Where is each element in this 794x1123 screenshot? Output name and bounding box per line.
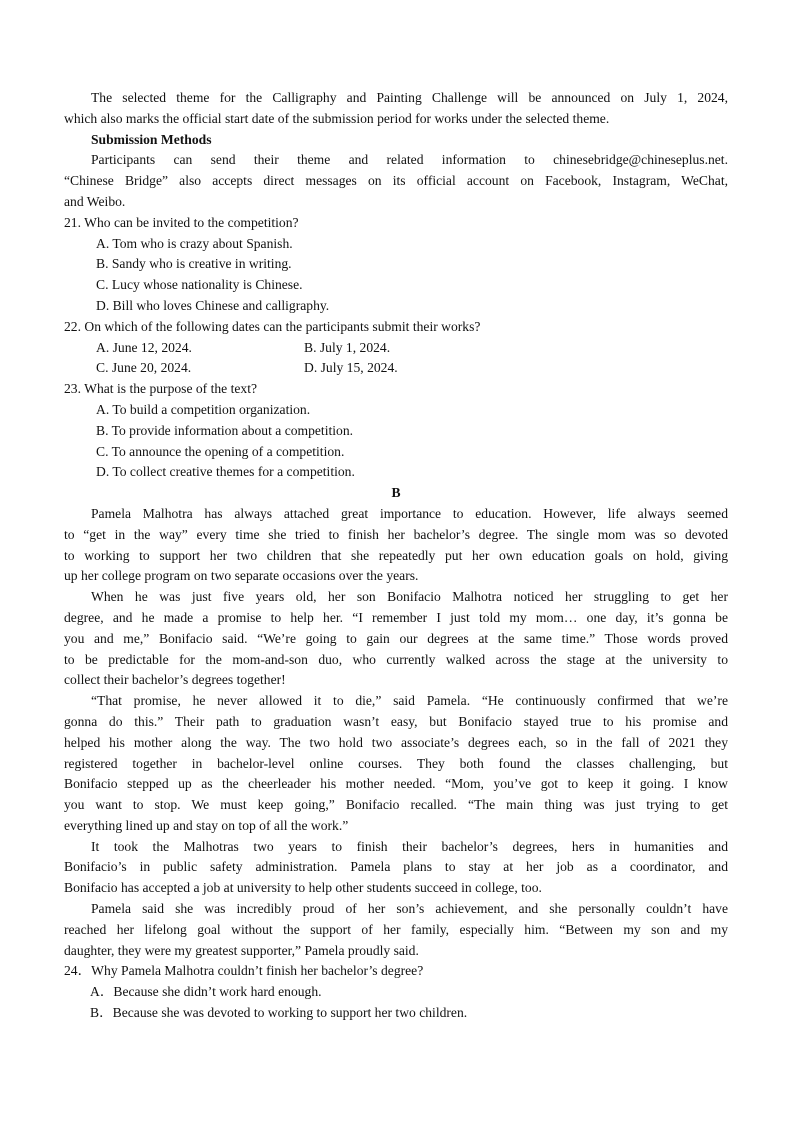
question-stem: 23. What is the purpose of the text? <box>64 381 258 397</box>
option-row <box>64 338 728 359</box>
section-heading: Submission Methods <box>91 131 212 147</box>
passage-b-line: degree, and he made a promise to help her. “I remember I just told my mom… one day, it’s gonna be <box>64 609 728 625</box>
passage-b-line: Pamela Malhotra has always attached great importance to education. However, life always seemed <box>91 505 728 521</box>
passage-b-line: “That promise, he never allowed it to die,” said Pamela. “He continuously confirmed that we’re <box>91 693 728 709</box>
question-stem: 24．Why Pamela Malhotra couldn’t finish her bachelor’s degree? <box>64 963 424 979</box>
passage-a-line: The selected theme for the Calligraphy and Painting Challenge will be announced on July 1, 2024, <box>91 90 728 105</box>
passage-b-line: to be predictable for the mom-and-son duo, who currently walked across the stage at the university to <box>64 651 728 667</box>
answer-option: D. Bill who loves Chinese and calligraphy. <box>96 297 330 313</box>
page-content <box>64 88 728 1024</box>
answer-option: A. Tom who is crazy about Spanish. <box>96 235 293 251</box>
answer-option: C. June 20, 2024. <box>96 360 192 376</box>
passage-a-line: which also marks the official start date of the submission period for works under the selected theme. <box>64 110 610 126</box>
passage-a-line: “Chinese Bridge” also accepts direct messages on its official account on Facebook, Instagram, WeChat, <box>64 173 728 189</box>
passage-b-line: gonna do this.” Their path to graduation wasn’t easy, but Bonifacio stayed true to his promise and <box>64 713 728 729</box>
passage-b-line: Bonifacio stepped up as the cheerleader his mother needed. “Mom, you’ve got to keep it going. I know <box>64 776 728 792</box>
answer-option: A. June 12, 2024. <box>96 339 192 355</box>
passage-label: B <box>391 485 401 501</box>
passage-b-line: When he was just five years old, her son Bonifacio Malhotra noticed her struggling to get her <box>91 589 728 605</box>
answer-option: C. Lucy whose nationality is Chinese. <box>96 277 303 293</box>
answer-option: D. To collect creative themes for a competition. <box>96 464 355 480</box>
option-row <box>64 358 728 379</box>
passage-b-line: Bonifacio has accepted a job at university to help other students succeed in college, too. <box>64 880 542 896</box>
answer-option: C. To announce the opening of a competition. <box>96 443 345 459</box>
passage-b-line: you want to stop. We must keep going,” Bonifacio recalled. “The main thing was just trying to get <box>64 797 728 813</box>
passage-b-line: collect their bachelor’s degrees together! <box>64 672 286 688</box>
passage-b-line: Pamela said she was incredibly proud of her son’s achievement, and she personally couldn’t have <box>91 901 728 917</box>
passage-b-line: everything lined up and stay on top of all the work.” <box>64 817 349 833</box>
passage-b-line: Bonifacio’s in public safety administration. Pamela plans to stay at her job as a coordinator, and <box>64 859 728 875</box>
passage-b-line: It took the Malhotras two years to finish their bachelor’s degrees, hers in humanities and <box>91 838 728 854</box>
passage-b-line: reached her lifelong goal without the support of her family, especially him. “Between my son and my <box>64 921 728 937</box>
passage-b-line: daughter, they were my greatest supporter,” Pamela proudly said. <box>64 942 419 958</box>
passage-b-line: you and me,” Bonifacio said. “We’re going to gain our degrees at the same time.” Those words proved <box>64 630 728 646</box>
passage-b-line: helped his mother along the way. The two hold two associate’s degrees each, so in the fall of 2021 they <box>64 734 728 750</box>
answer-option: B．Because she was devoted to working to support her two children. <box>90 1005 468 1021</box>
passage-a-line: Participants can send their theme and related information to chinesebridge@chineseplus.net. <box>91 152 728 168</box>
answer-option: D. July 15, 2024. <box>304 360 398 376</box>
question-stem: 22. On which of the following dates can the participants submit their works? <box>64 318 481 334</box>
passage-b-line: to “get in the way” every time she tried to finish her bachelor’s degree. The single mom was so devoted <box>64 526 728 542</box>
answer-option: B. To provide information about a competition. <box>96 422 354 438</box>
passage-b-line: to working to support her two children that she repeatedly put her own education goals on hold, giving <box>64 547 728 563</box>
passage-a-line: and Weibo. <box>64 193 126 209</box>
answer-option: A．Because she didn’t work hard enough. <box>90 984 322 1000</box>
answer-option: A. To build a competition organization. <box>96 401 311 417</box>
passage-b-line: up her college program on two separate occasions over the years. <box>64 568 419 584</box>
answer-option: B. Sandy who is creative in writing. <box>96 256 292 272</box>
question-stem: 21. Who can be invited to the competition? <box>64 214 299 230</box>
answer-option: B. July 1, 2024. <box>304 339 391 355</box>
passage-b-line: registered together in bachelor-level online courses. They both found the classes challenging, but <box>64 755 728 771</box>
